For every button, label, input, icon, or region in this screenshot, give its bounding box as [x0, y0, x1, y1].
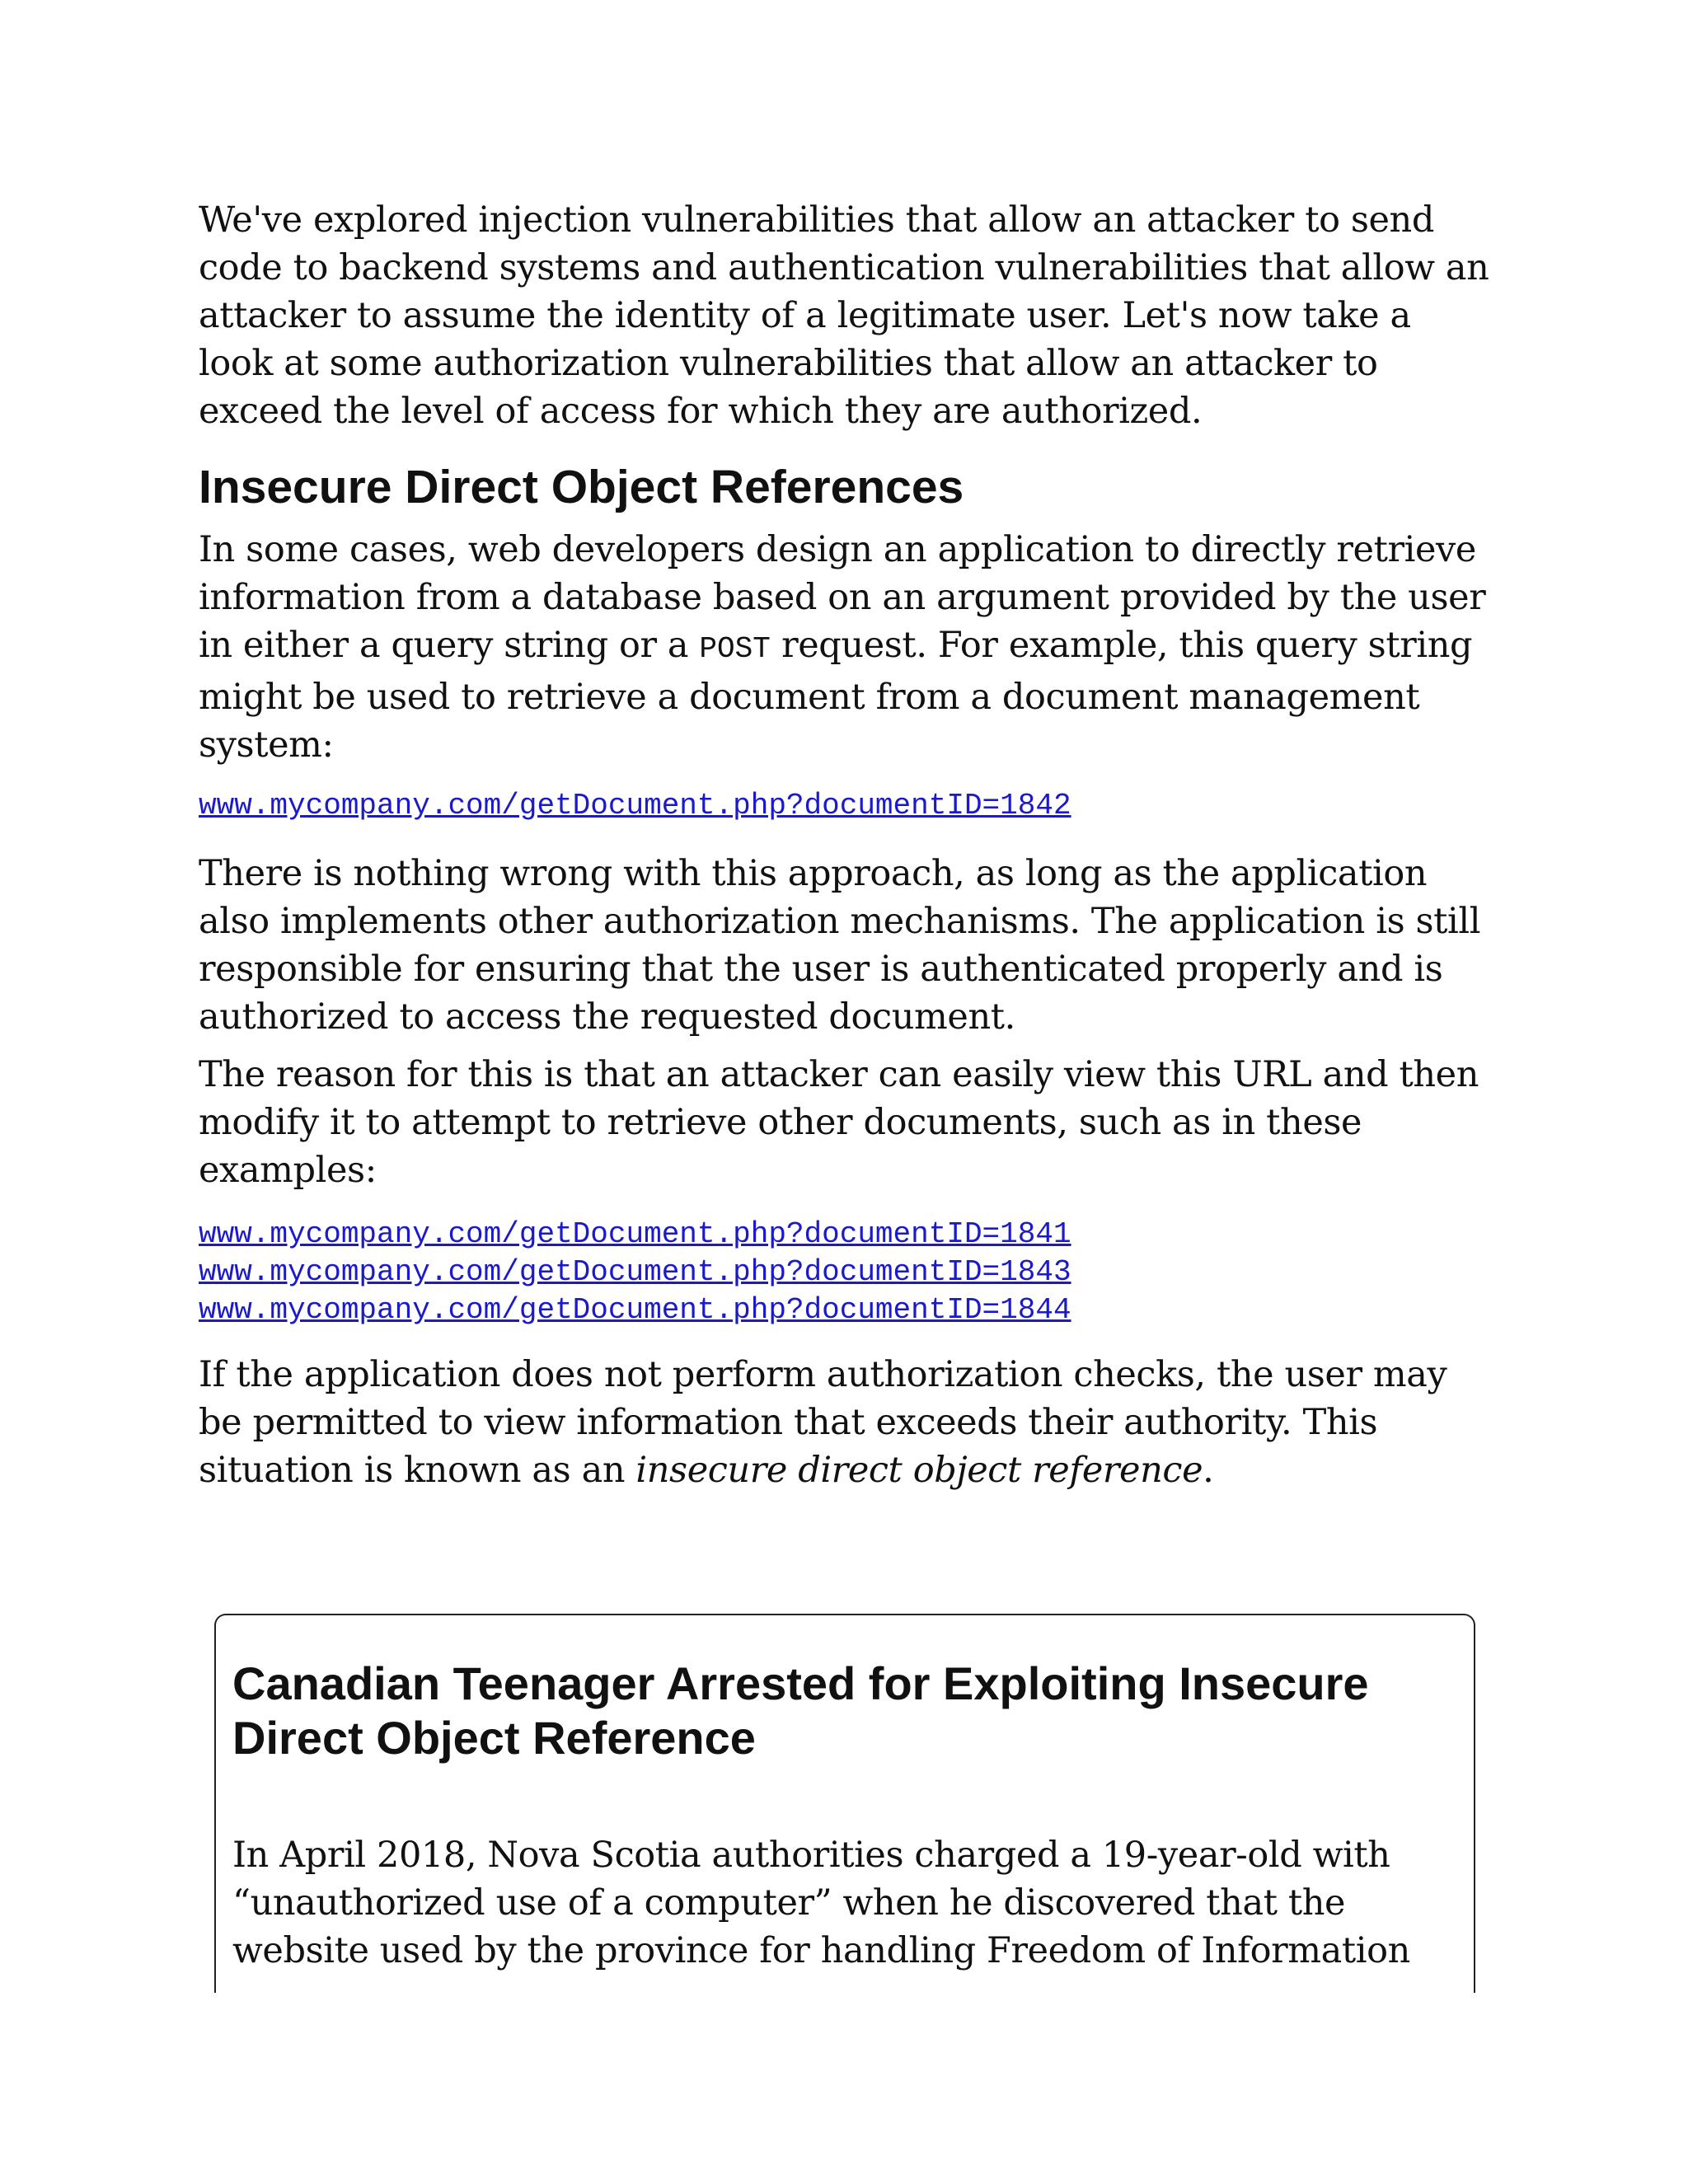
paragraph-2: There is nothing wrong with this approach, as long as the application also implements other authorization mechanisms. The application is still responsible for ensuring that the user is authenticated properly and is authorized to access the requested document.	[199, 853, 1481, 1038]
paragraph-4-text-start: If the application does not perform authorization checks, the user may be permitted to view information that exceeds their authority. This situation is known as an	[199, 1354, 1447, 1491]
url-link-example[interactable]: www.mycompany.com/getDocument.php?documentID=1844	[199, 1293, 1071, 1327]
intro-paragraph: We've explored injection vulnerabilities that allow an attacker to send code to backend systems and authentication vulnerabilities that allow an attacker to assume the identity of a legitimate user. Let's now take a look at some authorization vulnerabilities that allow an attacker to exceed the level of access for which they are authorized.	[199, 199, 1489, 432]
sidebar-box	[214, 1614, 1475, 1993]
paragraph-4	[199, 1351, 1493, 1494]
document-page	[199, 196, 1493, 1494]
paragraph-1-text-start: In some cases, web developers design an application to directly retrieve information from a database based on an argument provided by the user in either a query string or a	[199, 529, 1486, 666]
url-link-example[interactable]: www.mycompany.com/getDocument.php?documentID=1841	[199, 1217, 1071, 1251]
section-heading: Insecure Direct Object References	[199, 461, 964, 513]
sidebar-body: In April 2018, Nova Scotia authorities charged a 19-year-old with “unauthorized use of a computer” when he discovered that the website used by the province for handling Freedom of Information	[232, 1835, 1410, 1971]
url-example-list	[199, 1216, 1493, 1329]
post-code-inline: POST	[699, 632, 771, 666]
paragraph-1	[199, 526, 1493, 769]
url-link-example[interactable]: www.mycompany.com/getDocument.php?documentID=1843	[199, 1255, 1071, 1289]
paragraph-4-text-end: .	[1203, 1450, 1214, 1491]
paragraph-1-text-end: request. For example, this query string might be used to retrieve a document from a document management system:	[199, 625, 1473, 766]
paragraph-3: The reason for this is that an attacker can easily view this URL and then modify it to attempt to retrieve other documents, such as in these examples:	[199, 1054, 1479, 1191]
sidebar-title: Canadian Teenager Arrested for Exploiting Insecure Direct Object Reference	[232, 1657, 1369, 1764]
url-link-main[interactable]: www.mycompany.com/getDocument.php?documentID=1842	[199, 789, 1071, 823]
term-emphasis: insecure direct object reference	[635, 1450, 1203, 1491]
